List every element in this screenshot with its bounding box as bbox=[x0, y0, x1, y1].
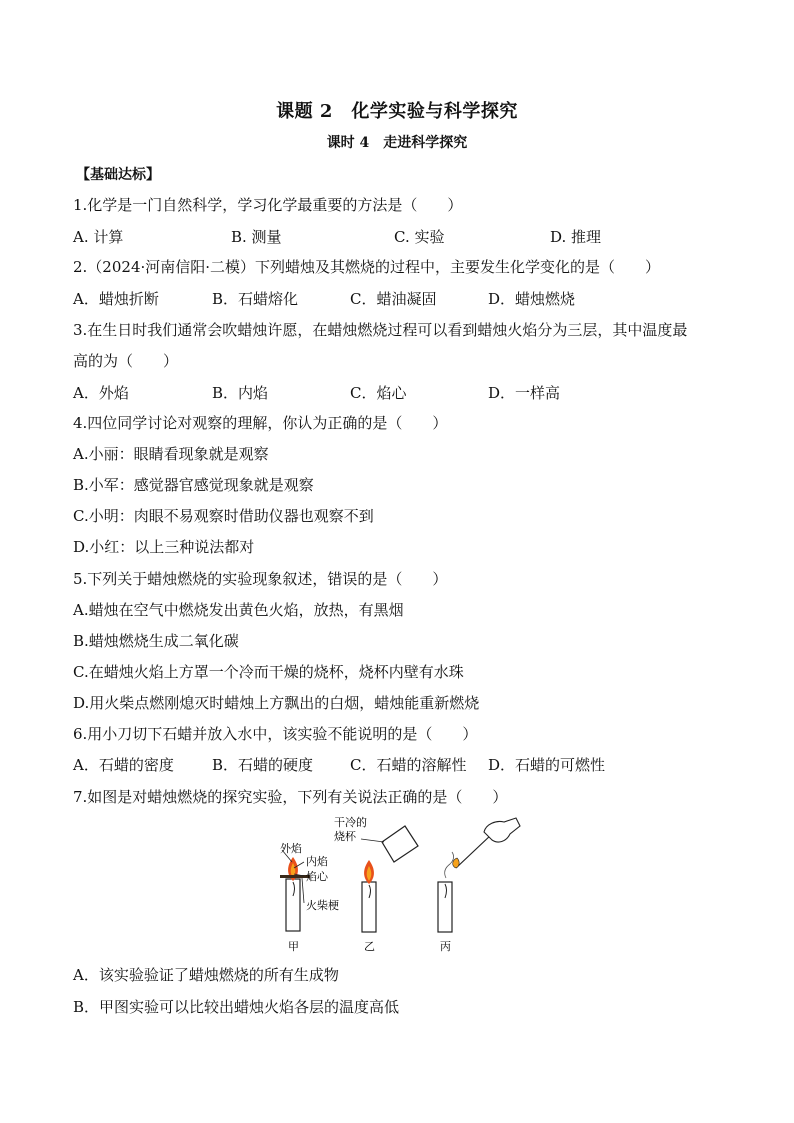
label-inner-flame: 内焰 bbox=[306, 855, 328, 868]
question-4-option-b: B.小军：感觉器官感觉现象就是观察 bbox=[73, 476, 314, 494]
question-4-option-c: C.小明：肉眼不易观察时借助仪器也观察不到 bbox=[73, 507, 374, 525]
label-beaker-line2: 烧杯 bbox=[334, 830, 356, 843]
question-3-option-b: B．内焰 bbox=[212, 384, 269, 402]
caption-bing: 丙 bbox=[440, 940, 451, 953]
question-5-stem: 5.下列关于蜡烛燃烧的实验现象叙述，错误的是（ ） bbox=[73, 570, 448, 588]
question-2-option-d: D．蜡烛燃烧 bbox=[488, 290, 576, 308]
question-6-option-b: B．石蜡的硬度 bbox=[212, 756, 314, 774]
question-1-option-c: C. 实验 bbox=[394, 228, 445, 246]
candle-body-yi bbox=[362, 882, 376, 932]
question-5-option-d: D.用火柴点燃刚熄灭时蜡烛上方飘出的白烟，蜡烛能重新燃烧 bbox=[73, 694, 480, 712]
question-5-option-c: C.在蜡烛火焰上方罩一个冷而干燥的烧杯，烧杯内壁有水珠 bbox=[73, 663, 464, 681]
question-5-option-a: A.蜡烛在空气中燃烧发出黄色火焰，放热，有黑烟 bbox=[73, 601, 404, 619]
question-2-stem: 2.（2024·河南信阳·二模）下列蜡烛及其燃烧的过程中，主要发生化学变化的是（ ） bbox=[73, 258, 661, 276]
question-2-option-b: B．石蜡熔化 bbox=[212, 290, 299, 308]
label-outer-flame: 外焰 bbox=[280, 842, 302, 855]
section-heading: 【基础达标】 bbox=[76, 167, 160, 183]
question-6-option-c: C．石蜡的溶解性 bbox=[350, 756, 467, 774]
question-3-option-a: A．外焰 bbox=[73, 384, 129, 402]
candle-experiment-figure bbox=[270, 812, 530, 962]
lesson-title: 课题 2 化学实验与科学探究 bbox=[276, 101, 518, 122]
question-3-stem: 3.在生日时我们通常会吹蜡烛许愿，在蜡烛燃烧过程可以看到蜡烛火焰分为三层，其中温度最 bbox=[73, 321, 688, 339]
question-7-stem: 7.如图是对蜡烛燃烧的探究实验，下列有关说法正确的是（ ） bbox=[73, 788, 508, 806]
candle-body-bing bbox=[438, 882, 452, 932]
question-3-option-c: C．焰心 bbox=[350, 384, 407, 402]
candle-experiment-svg bbox=[270, 812, 530, 962]
candle-yi bbox=[334, 815, 418, 953]
match-flame bbox=[453, 858, 459, 868]
caption-jia: 甲 bbox=[288, 940, 299, 953]
label-flame-core: 焰心 bbox=[306, 870, 328, 883]
question-1-stem: 1.化学是一门自然科学，学习化学最重要的方法是（ ） bbox=[73, 196, 463, 214]
question-7-option-b: B．甲图实验可以比较出蜡烛火焰各层的温度高低 bbox=[73, 998, 400, 1016]
lesson-subtitle: 课时 4 走进科学探究 bbox=[326, 135, 468, 151]
label-pointer-beaker bbox=[361, 839, 384, 842]
burning-match bbox=[456, 834, 492, 868]
candle-bing bbox=[438, 818, 520, 953]
question-4-stem: 4.四位同学讨论对观察的理解，你认为正确的是（ ） bbox=[73, 414, 448, 432]
hand-icon bbox=[484, 818, 520, 842]
white-smoke bbox=[445, 852, 454, 878]
question-6-option-a: A．石蜡的密度 bbox=[73, 756, 174, 774]
label-match-stick: 火柴梗 bbox=[306, 899, 339, 912]
question-1-option-a: A. 计算 bbox=[73, 228, 124, 246]
question-6-stem: 6.用小刀切下石蜡并放入水中，该实验不能说明的是（ ） bbox=[73, 725, 478, 743]
label-beaker-line1: 干冷的 bbox=[334, 816, 367, 829]
question-7-option-a: A．该实验验证了蜡烛燃烧的所有生成物 bbox=[73, 966, 339, 984]
question-2-option-c: C．蜡油凝固 bbox=[350, 290, 437, 308]
question-2-option-a: A．蜡烛折断 bbox=[73, 290, 159, 308]
candle-body-jia bbox=[286, 879, 300, 931]
question-4-option-a: A.小丽：眼睛看现象就是观察 bbox=[73, 445, 269, 463]
caption-yi: 乙 bbox=[364, 940, 375, 953]
label-pointer-match bbox=[302, 878, 304, 903]
question-5-option-b: B.蜡烛燃烧生成二氧化碳 bbox=[73, 632, 239, 650]
candle-jia bbox=[280, 841, 339, 953]
question-3-option-d: D．一样高 bbox=[488, 384, 561, 402]
question-3-stem-cont: 高的为（ ） bbox=[73, 352, 179, 370]
dry-cold-beaker bbox=[382, 826, 418, 862]
question-1-option-b: B. 测量 bbox=[231, 228, 282, 246]
question-4-option-d: D.小红：以上三种说法都对 bbox=[73, 538, 255, 556]
question-1-option-d: D. 推理 bbox=[550, 228, 602, 246]
question-6-option-d: D．石蜡的可燃性 bbox=[488, 756, 606, 774]
